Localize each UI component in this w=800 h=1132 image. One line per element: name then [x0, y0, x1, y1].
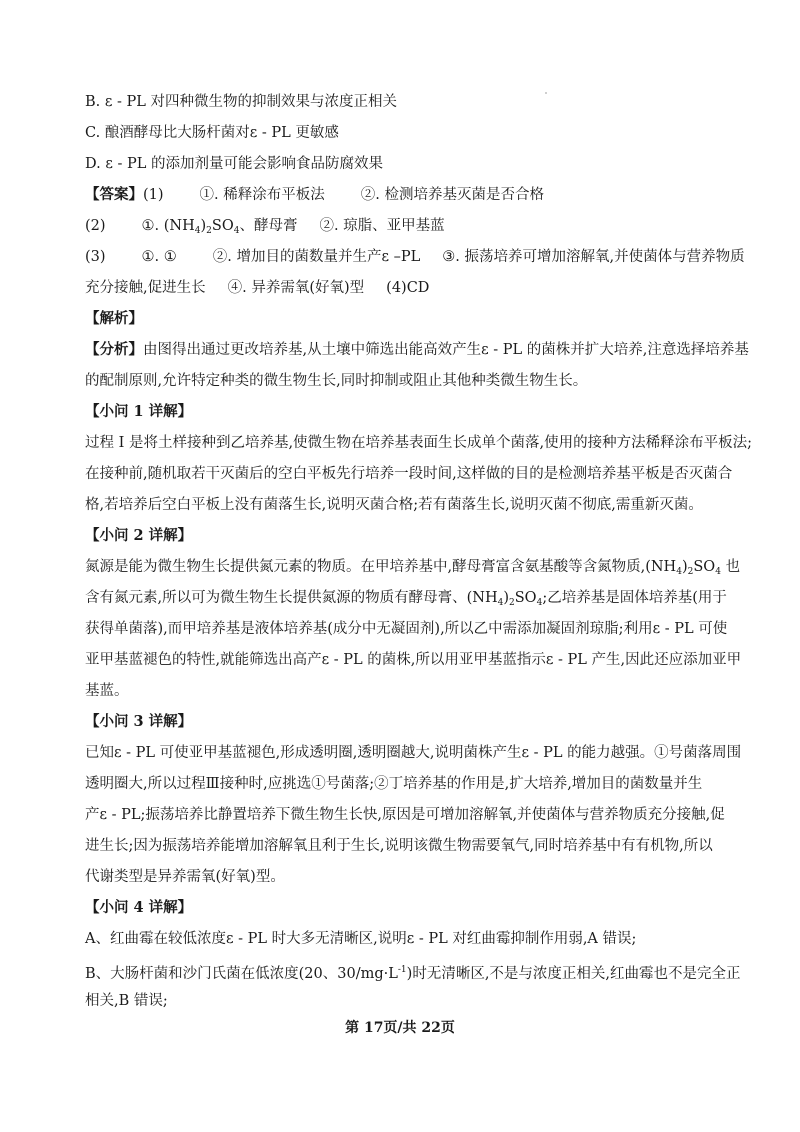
answer-q3-b: ②. 增加目的菌数量并生产ε –PL: [212, 249, 421, 265]
answer-q1-b: ②. 检测培养基灭菌是否合格: [360, 187, 544, 203]
answer-q3-c: ③. 振荡培养可增加溶解氧,并使菌体与营养物质: [442, 249, 745, 265]
answer-q4: (4)CD: [386, 280, 430, 296]
page-footer: 第 17页/共 22页: [345, 1020, 455, 1036]
q1-line-2: 在接种前,随机取若干灭菌后的空白平板先行培养一段时间,这样做的目的是检测培养基平板是否灭菌合: [85, 466, 733, 482]
q2-line-5: 基蓝。: [85, 683, 129, 699]
answer-q3-number: (3): [85, 249, 106, 265]
option-b: B. ε - PL 对四种微生物的抑制效果与浓度正相关: [85, 94, 397, 110]
fenxi-line-1: 【分析】由图得出通过更改培养基,从土壤中筛选出能高效产生ε - PL 的菌株并扩大培养,注意选择培养基: [85, 341, 749, 358]
answer-q1-a: ①. 稀释涂布平板法: [199, 187, 325, 203]
fenxi-line-2: 的配制原则,允许特定种类的微生物生长,同时抑制或阻止其他种类微生物生长。: [85, 373, 588, 389]
q4-line-2: B、大肠杆菌和沙门氏菌在低浓度(20、$30/mg\cdot L^{-1}$)时无清晰区,不是与浓度正相关,红曲霉也不是完全正: [85, 965, 741, 982]
q3-line-3: 产ε - PL;振荡培养比静置培养下微生物生长快,原因是可增加溶解氧,并使菌体与营养物质充分接触,促: [85, 807, 725, 823]
q3-heading: 【小问 3 详解】: [85, 713, 193, 730]
answer-q3-cont: 充分接触,促进生长: [85, 280, 206, 296]
q4-line-3: 相关,B 错误;: [85, 993, 168, 1009]
option-d: D. ε - PL 的添加剂量可能会影响食品防腐效果: [85, 156, 383, 172]
q3-line-1: 已知ε - PL 可使亚甲基蓝褪色,形成透明圈,透明圈越大,说明菌株产生ε - PL 的能力越强。①号菌落周围: [85, 745, 742, 761]
answer-q1-number: (1): [143, 187, 164, 203]
answer-line-4: [85, 278, 725, 298]
fenxi-label: 【分析】: [85, 341, 143, 358]
answer-q2-number: (2): [85, 218, 106, 234]
answer-q3-d: ④. 异养需氧(好氧)型: [227, 280, 365, 296]
q2-line-1: 氮源是能为微生物生长提供氮元素的物质。在甲培养基中,酵母膏富含氨基酸等含氮物质$,(NH_4)_2SO_4$ 也: [85, 559, 741, 577]
answer-label: 【答案】: [85, 186, 143, 203]
q2-heading: 【小问 2 详解】: [85, 527, 193, 544]
q2-line-4: 亚甲基蓝褪色的特性,就能筛选出高产ε - PL 的菌株,所以用亚甲基蓝指示ε - PL 产生,因此还应添加亚甲: [85, 652, 742, 668]
option-c: C. 酿酒酵母比大肠杆菌对ε - PL 更敏感: [85, 125, 339, 141]
q3-line-2: 透明圈大,所以过程Ⅲ接种时,应挑选①号菌落;②丁培养基的作用是,扩大培养,增加目的菌数量并生: [85, 776, 703, 792]
answer-line-3: [85, 247, 745, 267]
q1-line-3: 格,若培养后空白平板上没有菌落生长,说明灭菌合格;若有菌落生长,说明灭菌不彻底,需重新灭菌。: [85, 497, 703, 513]
q1-heading: 【小问 1 详解】: [85, 403, 193, 420]
answer-q3-a: ①. ①: [141, 249, 177, 265]
q3-line-4: 进生长;因为振荡培养能增加溶解氧且利于生长,说明该微生物需要氧气,同时培养基中有有机物,所以: [85, 838, 713, 854]
analysis-label: 【解析】: [85, 310, 143, 327]
answer-line-2: [85, 216, 725, 241]
q2-line-3: 获得单菌落),而甲培养基是液体培养基(成分中无凝固剂),所以乙中需添加凝固剂琼脂;利用ε - PL 可使: [85, 621, 728, 637]
q1-line-1: 过程 I 是将土样接种到乙培养基,使微生物在培养基表面生长成单个菌落,使用的接种方法稀释涂布平板法;: [85, 435, 753, 451]
q3-line-5: 代谢类型是异养需氧(好氧)型。: [85, 869, 285, 885]
answer-q2-a: ①. $(NH_4)_2SO_4$、酵母膏: [141, 218, 298, 236]
q4-line-1: A、红曲霉在较低浓度ε - PL 时大多无清晰区,说明ε - PL 对红曲霉抑制作用弱,A 错误;: [85, 931, 637, 947]
answer-line-1: [85, 185, 725, 205]
q2-line-2: 含有氮元素,所以可为微生物生长提供氮源的物质有酵母膏、$(NH_4)_2SO_4$;乙培养基是固体培养基(用于: [85, 590, 727, 608]
q4-heading: 【小问 4 详解】: [85, 899, 193, 916]
answer-q2-b: ②. 琼脂、亚甲基蓝: [319, 218, 445, 234]
